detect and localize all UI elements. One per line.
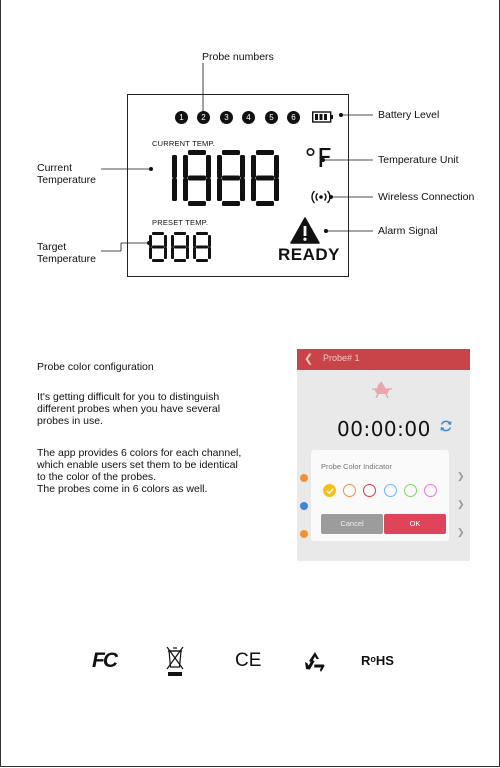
recycle-icon: [304, 651, 326, 673]
lcd-segment: [274, 178, 279, 201]
lcd-segment: [256, 150, 274, 155]
grill-logo-icon: [371, 380, 393, 398]
lcd-segment: [183, 155, 188, 178]
lcd-segment: [152, 246, 164, 249]
alarm-warning-icon: [290, 217, 320, 244]
lcd-segment: [208, 247, 211, 259]
app-title: Probe# 1: [323, 353, 360, 363]
lcd-segment: [240, 178, 245, 201]
row-chevron-icon: ❯: [457, 499, 465, 509]
ce-logo: CE: [235, 650, 262, 671]
cancel-button[interactable]: Cancel: [321, 514, 383, 534]
lcd-segment: [206, 155, 211, 178]
color-option-blue[interactable]: [384, 484, 397, 497]
lcd-segment: [256, 176, 274, 181]
probe-number-5: 5: [265, 111, 278, 124]
lcd-segment: [149, 247, 152, 259]
lcd-segment: [164, 235, 167, 247]
row-chevron-icon: ❯: [457, 471, 465, 481]
lcd-segment: [174, 246, 186, 249]
timer-display: 00:00:00: [337, 417, 431, 441]
lcd-segment: [172, 155, 177, 178]
probe-chip-orange-2: [300, 530, 308, 538]
lcd-segment: [274, 155, 279, 178]
lcd-segment: [206, 178, 211, 201]
preset-temp-caption: PRESET TEMP.: [152, 218, 209, 227]
lcd-segment: [251, 178, 256, 201]
lcd-segment: [171, 247, 174, 259]
lcd-segment: [164, 247, 167, 259]
rohs-logo: $R^oHS$: [361, 653, 394, 668]
current-temp-callout: Current Temperature: [37, 162, 96, 186]
lcd-segment: [149, 235, 152, 247]
battery-callout: Battery Level: [378, 109, 440, 121]
lcd-segment: [196, 232, 208, 235]
probe-number-6: 6: [287, 111, 300, 124]
unit-callout: Temperature Unit: [378, 154, 459, 166]
lcd-segment: [183, 178, 188, 201]
fc-logo: FC: [92, 649, 116, 672]
current-temp-digits: [149, 150, 289, 210]
lcd-segment: [222, 176, 240, 181]
color-option-yellow-selected[interactable]: [323, 484, 336, 497]
lcd-segment: [222, 201, 240, 206]
lcd-segment: [251, 155, 256, 178]
row-chevron-icon: ❯: [457, 527, 465, 537]
dialog-title: Probe Color Indicator: [321, 462, 392, 471]
paragraph-2: The app provides 6 colors for each channel, which enable users set them to be identical to the color of the probes. The probes come in 6 colors as well.: [37, 447, 242, 495]
lcd-segment: [152, 232, 164, 235]
temperature-unit: °F: [304, 144, 332, 174]
lcd-segment: [193, 247, 196, 259]
probe-number-3: 3: [220, 111, 233, 124]
lcd-segment: [196, 246, 208, 249]
lcd-segment: [152, 259, 164, 262]
target-temp-callout: Target Temperature: [37, 241, 96, 265]
lcd-segment: [222, 150, 240, 155]
lcd-segment: [171, 235, 174, 247]
weee-bin-icon: [165, 645, 185, 677]
lcd-segment: [256, 201, 274, 206]
back-chevron-icon[interactable]: ❮: [304, 353, 314, 365]
app-screenshot: [297, 349, 470, 561]
ready-indicator: READY: [278, 245, 341, 264]
probe-chip-blue: [300, 502, 308, 510]
current-temp-caption: CURRENT TEMP.: [152, 139, 216, 148]
color-option-green[interactable]: [404, 484, 417, 497]
preset-temp-digits: [149, 232, 219, 264]
lcd-segment: [217, 178, 222, 201]
lcd-segment: [240, 155, 245, 178]
lcd-segment: [193, 235, 196, 247]
probe-chip-orange: [300, 474, 308, 482]
probe-numbers-label: Probe numbers: [202, 51, 274, 63]
checkmark-icon: [325, 486, 335, 496]
lcd-segment: [174, 232, 186, 235]
lcd-segment: [208, 235, 211, 247]
lcd-segment: [196, 259, 208, 262]
color-option-orange[interactable]: [343, 484, 356, 497]
probe-number-1: 1: [175, 111, 188, 124]
lcd-segment: [188, 150, 206, 155]
alarm-callout: Alarm Signal: [378, 225, 438, 237]
paragraph-1: It's getting difficult for you to distinguish different probes when you have several probes in use.: [37, 391, 221, 427]
section-heading: Probe color configuration: [37, 361, 154, 373]
color-option-red[interactable]: [363, 484, 376, 497]
lcd-segment: [217, 155, 222, 178]
lcd-segment: [188, 176, 206, 181]
color-option-pink[interactable]: [424, 484, 437, 497]
wireless-icon: [310, 189, 332, 205]
battery-icon: [312, 110, 334, 123]
lcd-segment: [186, 247, 189, 259]
ok-button[interactable]: OK: [384, 514, 446, 534]
lcd-segment: [174, 259, 186, 262]
lcd-segment: [186, 235, 189, 247]
probe-color-dialog: [311, 450, 449, 541]
lcd-segment: [188, 201, 206, 206]
lcd-segment: [172, 178, 177, 201]
probe-number-2: 2: [197, 111, 210, 124]
wireless-callout: Wireless Connection: [378, 191, 475, 203]
probe-number-4: 4: [242, 111, 255, 124]
refresh-icon[interactable]: [439, 419, 453, 433]
